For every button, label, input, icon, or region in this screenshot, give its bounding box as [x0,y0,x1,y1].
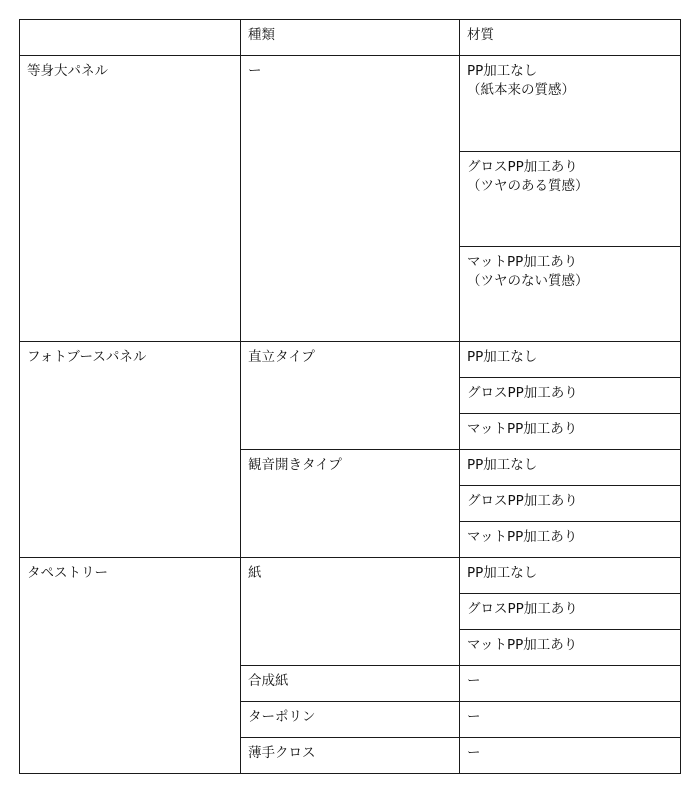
type-cell: 薄手クロス [241,738,460,774]
product-spec-table [19,19,681,774]
material-cell: ー [460,666,681,702]
type-cell: 合成紙 [241,666,460,702]
category-cell: タペストリー [20,558,241,774]
header-material-cell: 材質 [460,20,681,56]
type-cell: 紙 [241,558,460,666]
material-cell: PP加工なし [460,342,681,378]
material-cell: マットPP加工あり [460,522,681,558]
header-type-cell: 種類 [241,20,460,56]
material-cell [460,56,681,152]
material-cell: ー [460,702,681,738]
table-header-row [20,20,681,56]
type-cell: 直立タイプ [241,342,460,450]
material-note: （ツヤのない質感） [467,273,589,289]
material-cell: PP加工なし [460,558,681,594]
type-cell: ターポリン [241,702,460,738]
material-note: （ツヤのある質感） [467,178,589,194]
category-cell: 等身大パネル [20,56,241,342]
category-cell: フォトブースパネル [20,342,241,558]
table-row [20,56,681,152]
material-cell: マットPP加工あり [460,630,681,666]
material-cell [460,247,681,342]
material-cell: ー [460,738,681,774]
type-cell: 観音開きタイプ [241,450,460,558]
table-row [20,342,681,378]
type-cell: ー [241,56,460,342]
material-name: PP加工なし [467,63,538,79]
material-cell: PP加工なし [460,450,681,486]
material-cell: グロスPP加工あり [460,378,681,414]
material-cell: グロスPP加工あり [460,486,681,522]
material-cell: グロスPP加工あり [460,594,681,630]
header-category-cell [20,20,241,56]
material-name: マットPP加工あり [467,254,578,270]
material-name: グロスPP加工あり [467,159,578,175]
table-row [20,558,681,594]
material-cell: マットPP加工あり [460,414,681,450]
material-note: （紙本来の質感） [467,82,575,98]
material-cell [460,152,681,247]
